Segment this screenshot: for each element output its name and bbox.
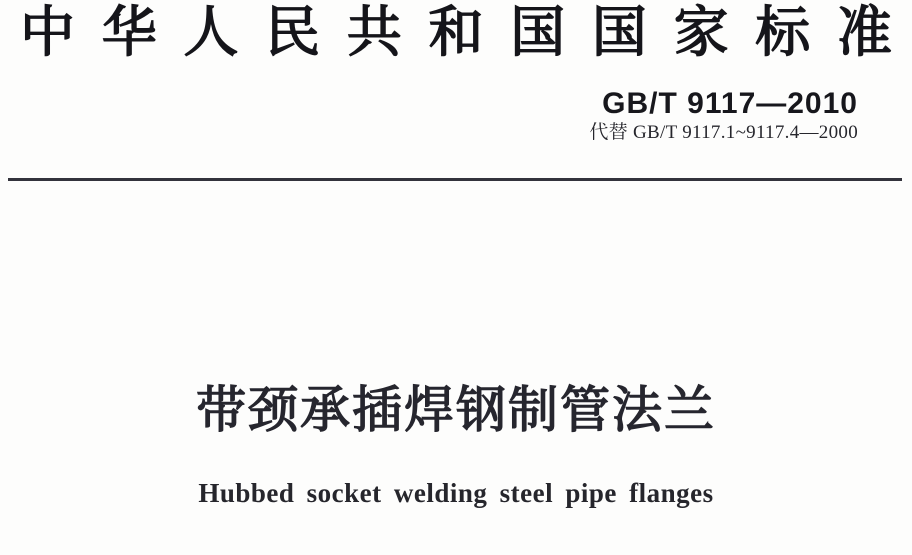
standard-code: GB/T 9117—2010 xyxy=(602,87,858,120)
national-standard-heading: 中华人民共和国国家标准 xyxy=(20,2,892,63)
replaces-note: 代替 GB/T 9117.1~9117.4—2000 xyxy=(589,122,858,143)
chinese-title: 带颈承插焊钢制管法兰 xyxy=(196,382,716,438)
standard-code-block xyxy=(589,88,858,144)
horizontal-rule xyxy=(8,178,902,181)
english-title: Hubbed socket welding steel pipe flanges xyxy=(198,478,714,508)
